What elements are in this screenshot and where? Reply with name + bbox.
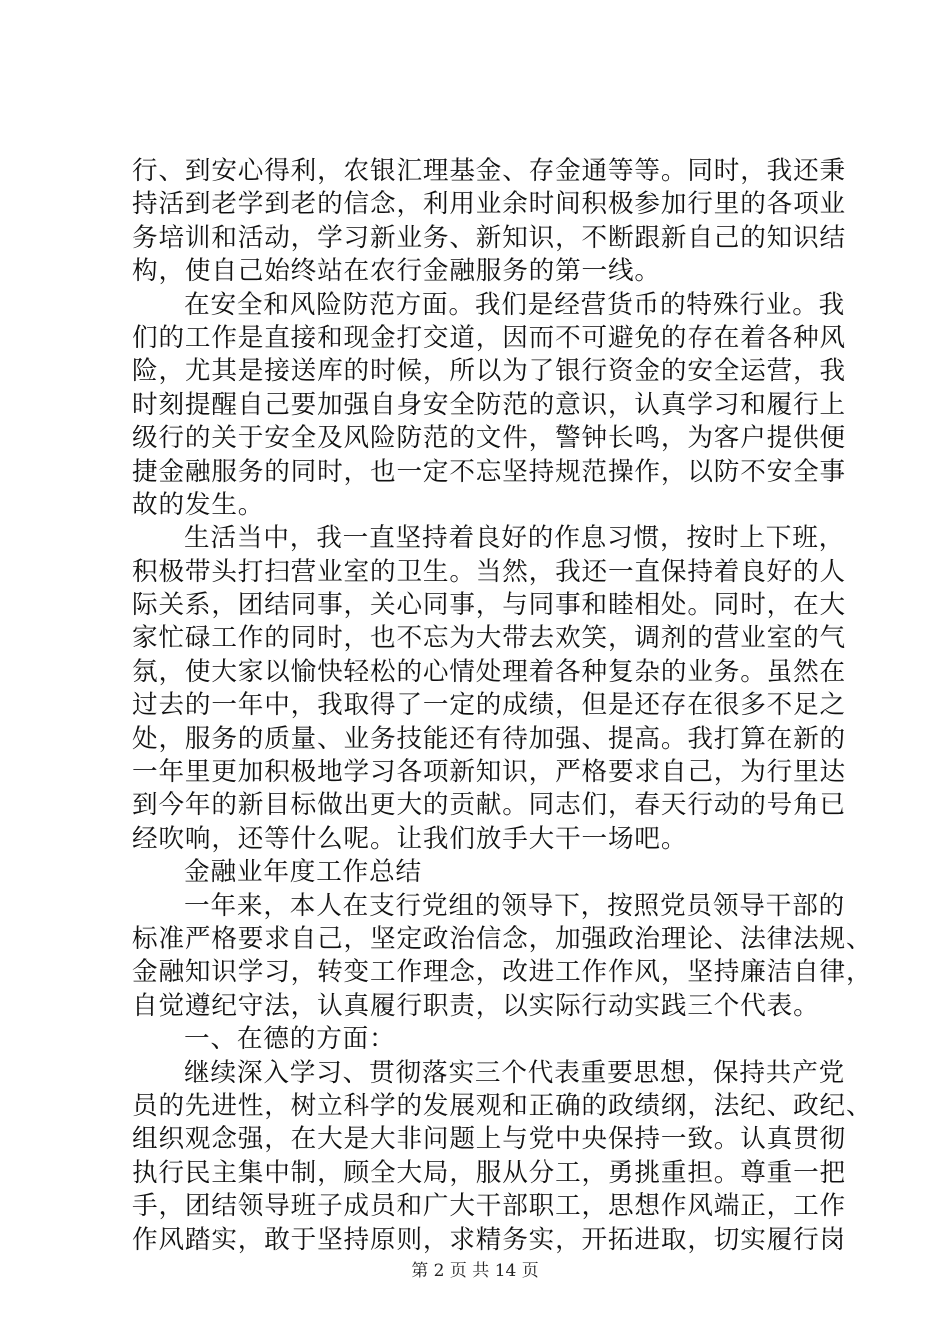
- text-line: 生活当中，我一直坚持着良好的作息习惯，按时上下班，: [184, 523, 846, 554]
- text-line: 标准严格要求自己，坚定政治信念，加强政治理论、法律法规、: [132, 923, 873, 954]
- text-line: 在安全和风险防范方面。我们是经营货币的特殊行业。我: [184, 289, 846, 320]
- text-line: 到今年的新目标做出更大的贡献。同志们，春天行动的号角已: [132, 790, 846, 821]
- document-body: [132, 155, 873, 1257]
- text-line: 金融知识学习，转变工作理念，改进工作作风，坚持廉洁自律，: [132, 957, 873, 988]
- text-line: 组织观念强，在大是大非问题上与党中央保持一致。认真贯彻: [132, 1124, 846, 1155]
- text-line: 手，团结领导班子成员和广大干部职工，思想作风端正，工作: [132, 1191, 846, 1222]
- text-line: 故的发生。: [132, 489, 265, 520]
- text-line: 时刻提醒自己要加强自身安全防范的意识，认真学习和履行上: [132, 389, 846, 420]
- text-line: 执行民主集中制，顾全大局，服从分工，勇挑重担。尊重一把: [132, 1157, 846, 1188]
- text-line: 一年来，本人在支行党组的领导下，按照党员领导干部的: [184, 890, 846, 921]
- text-line: 们的工作是直接和现金打交道，因而不可避免的存在着各种风: [132, 322, 846, 353]
- text-line: 经吹响，还等什么呢。让我们放手大干一场吧。: [132, 823, 688, 854]
- text-line: 际关系，团结同事，关心同事，与同事和睦相处。同时，在大: [132, 590, 846, 621]
- text-line: 作风踏实，敢于坚持原则，求精务实，开拓进取，切实履行岗: [132, 1224, 846, 1255]
- text-line: 继续深入学习、贯彻落实三个代表重要思想，保持共产党: [184, 1057, 846, 1088]
- text-line: 级行的关于安全及风险防范的文件，警钟长鸣，为客户提供便: [132, 423, 846, 454]
- text-line: 一年里更加积极地学习各项新知识，严格要求自己，为行里达: [132, 757, 846, 788]
- text-line: 处，服务的质量、业务技能还有待加强、提高。我打算在新的: [132, 723, 846, 754]
- text-line: 务培训和活动，学习新业务、新知识，不断跟新自己的知识结: [132, 222, 846, 253]
- text-line: 氛，使大家以愉快轻松的心情处理着各种复杂的业务。虽然在: [132, 656, 846, 687]
- text-line: 家忙碌工作的同时，也不忘为大带去欢笑，调剂的营业室的气: [132, 623, 846, 654]
- text-line: 险，尤其是接送库的时候，所以为了银行资金的安全运营，我: [132, 356, 846, 387]
- text-line: 持活到老学到老的信念，利用业余时间积极参加行里的各项业: [132, 189, 846, 220]
- text-line: 构，使自己始终站在农行金融服务的第一线。: [132, 256, 661, 287]
- text-line: 自觉遵纪守法，认真履行职责，以实际行动实践三个代表。: [132, 990, 820, 1021]
- text-line: 金融业年度工作总结: [184, 857, 422, 888]
- text-line: 员的先进性，树立科学的发展观和正确的政绩纲，法纪、政纪、: [132, 1090, 873, 1121]
- text-line: 行、到安心得利，农银汇理基金、存金通等等。同时，我还秉: [132, 156, 846, 186]
- text-line: 过去的一年中，我取得了一定的成绩，但是还存在很多不足之: [132, 690, 846, 721]
- text-line: 捷金融服务的同时，也一定不忘坚持规范操作，以防不安全事: [132, 456, 846, 487]
- text-line: 积极带头打扫营业室的卫生。当然，我还一直保持着良好的人: [132, 556, 846, 587]
- text-line: 一、在德的方面：: [184, 1024, 396, 1055]
- page-number-footer: 第 2 页 共 14 页: [411, 1261, 539, 1281]
